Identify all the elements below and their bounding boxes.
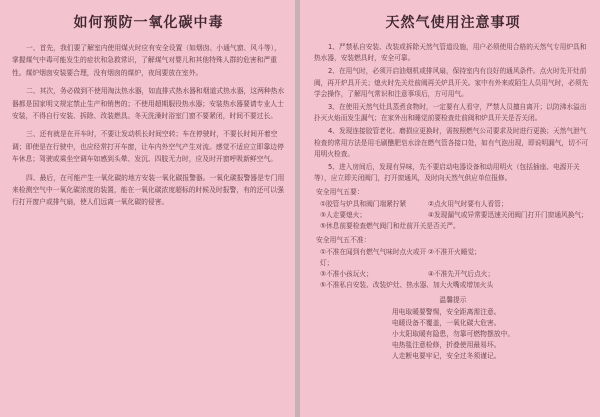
- right-paragraph: 3、在使用天然气灶具蒸煮食物时，一定要有人看守，严禁人员擅自离开；以防沸水溢出扑灭火焰而发生漏气；在家外出和睡觉前要检查灶前阀和炉具开关是否关闭。: [314, 103, 587, 123]
- must-item: ④发现漏气或异常要迅速关闭阀门打开门窗通风换气；: [428, 211, 588, 220]
- right-paragraph: 1、严禁私自安装、改装或拆除天然气管道设施，用户必须使用合格的天然气专用炉具和热水器，安装燃具时，安全可靠。: [314, 43, 587, 63]
- right-paragraph: 4、发现连接胶管老化、磨损应更换时，需按照燃气公司要求及时进行更换；天然气泄气检查的常用方法是用毛刷醮肥皂水涂在燃气管各接口处，如有气泡出现，即说明漏气，切不可用明火检查。: [314, 127, 589, 158]
- tips-line: 用电取暖要警惕，安全距离需注意。: [391, 307, 501, 316]
- must-item: ②点火用气时要有人看管；: [428, 200, 508, 209]
- five-donts-heading: 安全用气五不准：: [316, 236, 371, 245]
- tips-title: 温馨提示: [439, 296, 467, 305]
- tips-line: 小太阳取暖有隐患，勿靠可燃物摆放中。: [391, 330, 515, 339]
- dont-item: ①不准在闻到有燃气气味时点火或开灯；: [320, 248, 427, 268]
- must-item: ①胶管与炉具和阀门端紧拧紧: [320, 200, 407, 209]
- tips-line: 人走断电要牢记，安全过冬须谨记。: [391, 352, 501, 361]
- left-title: 如何预防一氧化碳中毒: [73, 15, 224, 31]
- left-poster: [0, 0, 295, 417]
- five-musts-heading: 安全用气五要：: [316, 188, 364, 197]
- must-item: ③人走要熄火；: [320, 211, 367, 220]
- right-paragraph: 2、在用气时，必须开启油烟机或排风扇，保持室内有良好的通风条件。点火时先开灶前阀，再开炉具开关；熄火时先关灶前阀再关炉具开关。家中有外来或陌生人员用气时，必须先学会操作，了解用气常识和注意事项后，方可用气。: [314, 67, 589, 98]
- right-poster: [300, 0, 600, 417]
- right-paragraph: 5、进入房间后，发现有异味，先不要启动电器设备和动用明火（包括插座、电源开关等），应立即关闭阀门，打开窗通风，及时向天然气供应单位报修。: [314, 163, 580, 183]
- left-paragraph: 一、首先，我们要了解室内使用煤火时应有安全设置（如烟囱、小通气窗、风斗等），掌握煤气中毒可能发生的症状和急救常识，了解煤气对婴儿和其他特殊人群的危害和严重性。煤炉烟囱安装要合理，没有烟囱的煤炉，夜间要放在室外。: [12, 44, 281, 77]
- tips-line: 电暖设备不覆盖，一氧化碳大危害。: [391, 318, 501, 327]
- must-item: ⑤休息前要检查燃气阀门和灶前开关是否关严。: [320, 222, 460, 231]
- five-musts-list: [320, 199, 592, 232]
- left-paragraph: 四、最后，在可能产生一氧化碳的地方安装一氧化碳报警器。一氧化碳报警器是专门用来检测空气中一氧化碳浓度的装置，能在一氧化碳浓度超标的时候及时报警，有的还可以强行打开窗户或排气扇，使人们远离一氧化碳的侵害。: [12, 173, 285, 207]
- warm-tips: [314, 295, 592, 362]
- dont-item: ②不准开火睡觉；: [428, 248, 481, 257]
- right-title: 天然气使用注意事项: [385, 15, 521, 31]
- dont-item: ④不准先开气后点火；: [428, 270, 495, 279]
- dont-item: ③不准小孩玩火；: [320, 270, 373, 279]
- left-paragraph: 三、还有就是在开车时，不要让发动机长时间空转；车在停驶时，不要长时间开着空调；即使是在行驶中，也应经常打开车窗，让车内外空气产生对流。感觉不适应立即靠边停车休息；驾驶或乘坐空调车如感到头晕、发沉、四肢无力时，应及时开窗呼吸新鲜空气。: [12, 130, 284, 164]
- five-donts-list: [320, 247, 592, 291]
- left-paragraph: 二、其次，务必做到不使用淘汰热水器，如直排式热水器和烟道式热水器，这两种热水器都是国家明文规定禁止生产和销售的；不使用超期服役热水器；安装热水器要请专业人士安装，不得自行安装、拆除、改装燃具。冬天洗澡时浴室门窗不要紧闭，时间不要过长。: [12, 87, 285, 121]
- tips-line: 电热毯注意检修，折叠使用最易坏。: [391, 341, 501, 350]
- dont-item: ⑤不准私自安装、改装炉灶、热水器、加大火嘴或增加火头: [320, 281, 494, 290]
